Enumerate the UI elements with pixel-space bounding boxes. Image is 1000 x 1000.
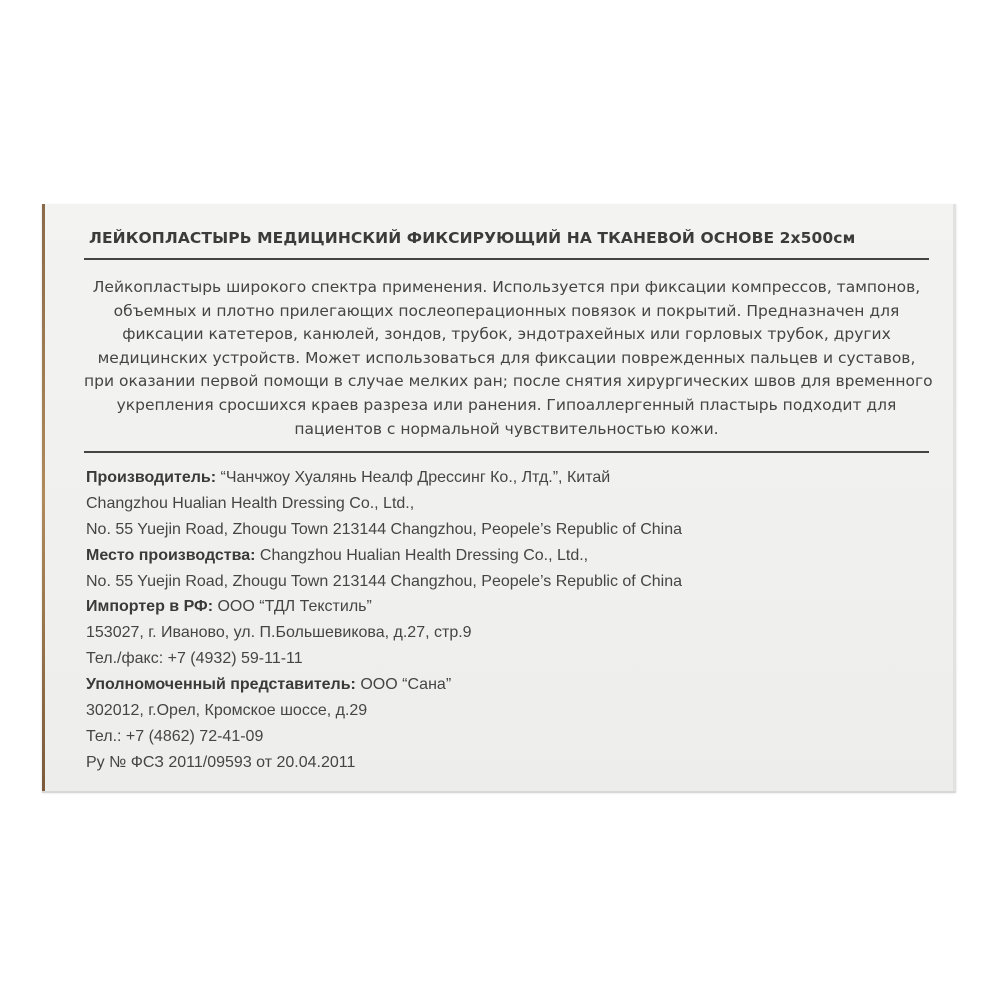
importer-row (86, 594, 936, 620)
production-label: Место производства: (86, 546, 256, 564)
manufacturer-address: No. 55 Yuejin Road, Zhougu Town 213144 Changzhou, Peopele’s Republic of China (86, 520, 682, 538)
description-line: Лейкопластырь широкого спектра применения. Используется при фиксации компрессов, тампонов, (92, 278, 921, 296)
product-title: ЛЕЙКОПЛАСТЫРЬ МЕДИЦИНСКИЙ ФИКСИРУЮЩИЙ НА ТКАНЕВОЙ ОСНОВЕ 2х500см (89, 229, 856, 247)
company-info (86, 465, 936, 776)
description-line: при оказании первой помощи в случае мелких ран; после снятия хирургических швов для временного (84, 372, 933, 391)
manufacturer-label: Производитель: (86, 469, 217, 486)
manufacturer-row (86, 465, 936, 491)
divider-bottom (84, 451, 929, 453)
importer-value: ООО “ТДЛ Текстиль” (213, 598, 372, 616)
manufacturer-value: “Чанчжоу Хуалянь Неалф Дрессинг Ко., Лтд.”, Китай (216, 469, 611, 486)
representative-address: 302012, г.Орел, Кромское шоссе, д.29 (86, 702, 368, 720)
package-edge-right (953, 204, 956, 792)
production-row (86, 543, 936, 569)
manufacturer-en: Changzhou Hualian Health Dressing Co., Ltd., (86, 494, 415, 512)
production-address: No. 55 Yuejin Road, Zhougu Town 213144 Changzhou, Peopele’s Republic of China (86, 572, 682, 590)
importer-label: Импортер в РФ: (86, 598, 214, 616)
description-line: фиксации катетеров, канюлей, зондов, трубок, эндотрахейных или горловых трубок, других (122, 325, 891, 344)
representative-phone: Тел.: +7 (4862) 72-41-09 (86, 727, 264, 745)
representative-value: ООО “Сана” (355, 676, 452, 694)
product-description (84, 276, 933, 441)
package-edge-left (42, 204, 45, 792)
representative-row (86, 672, 936, 698)
description-line: укрепления сросшихся краев разреза или ранения. Гипоаллергенный пластырь подходит для (116, 395, 897, 414)
representative-label: Уполномоченный представитель: (86, 676, 356, 694)
importer-address: 153027, г. Иваново, ул. П.Большевикова, д.27, стр.9 (86, 624, 472, 642)
package-edge-bottom (42, 791, 956, 793)
description-line: медицинских устройств. Может использоваться для фиксации поврежденных пальцев и суставов, (97, 348, 916, 367)
importer-phone: Тел./факс: +7 (4932) 59-11-11 (86, 650, 303, 668)
production-value: Changzhou Hualian Health Dressing Co., Ltd., (255, 546, 589, 564)
registration-number: Ру № ФСЗ 2011/09593 от 20.04.2011 (86, 753, 356, 771)
description-line: пациентов с нормальной чувствительностью кожи. (294, 419, 719, 438)
description-line: объемных и плотно прилегающих послеоперационных повязок и покрытий. Предназначен для (113, 301, 900, 320)
divider-top (84, 258, 929, 260)
